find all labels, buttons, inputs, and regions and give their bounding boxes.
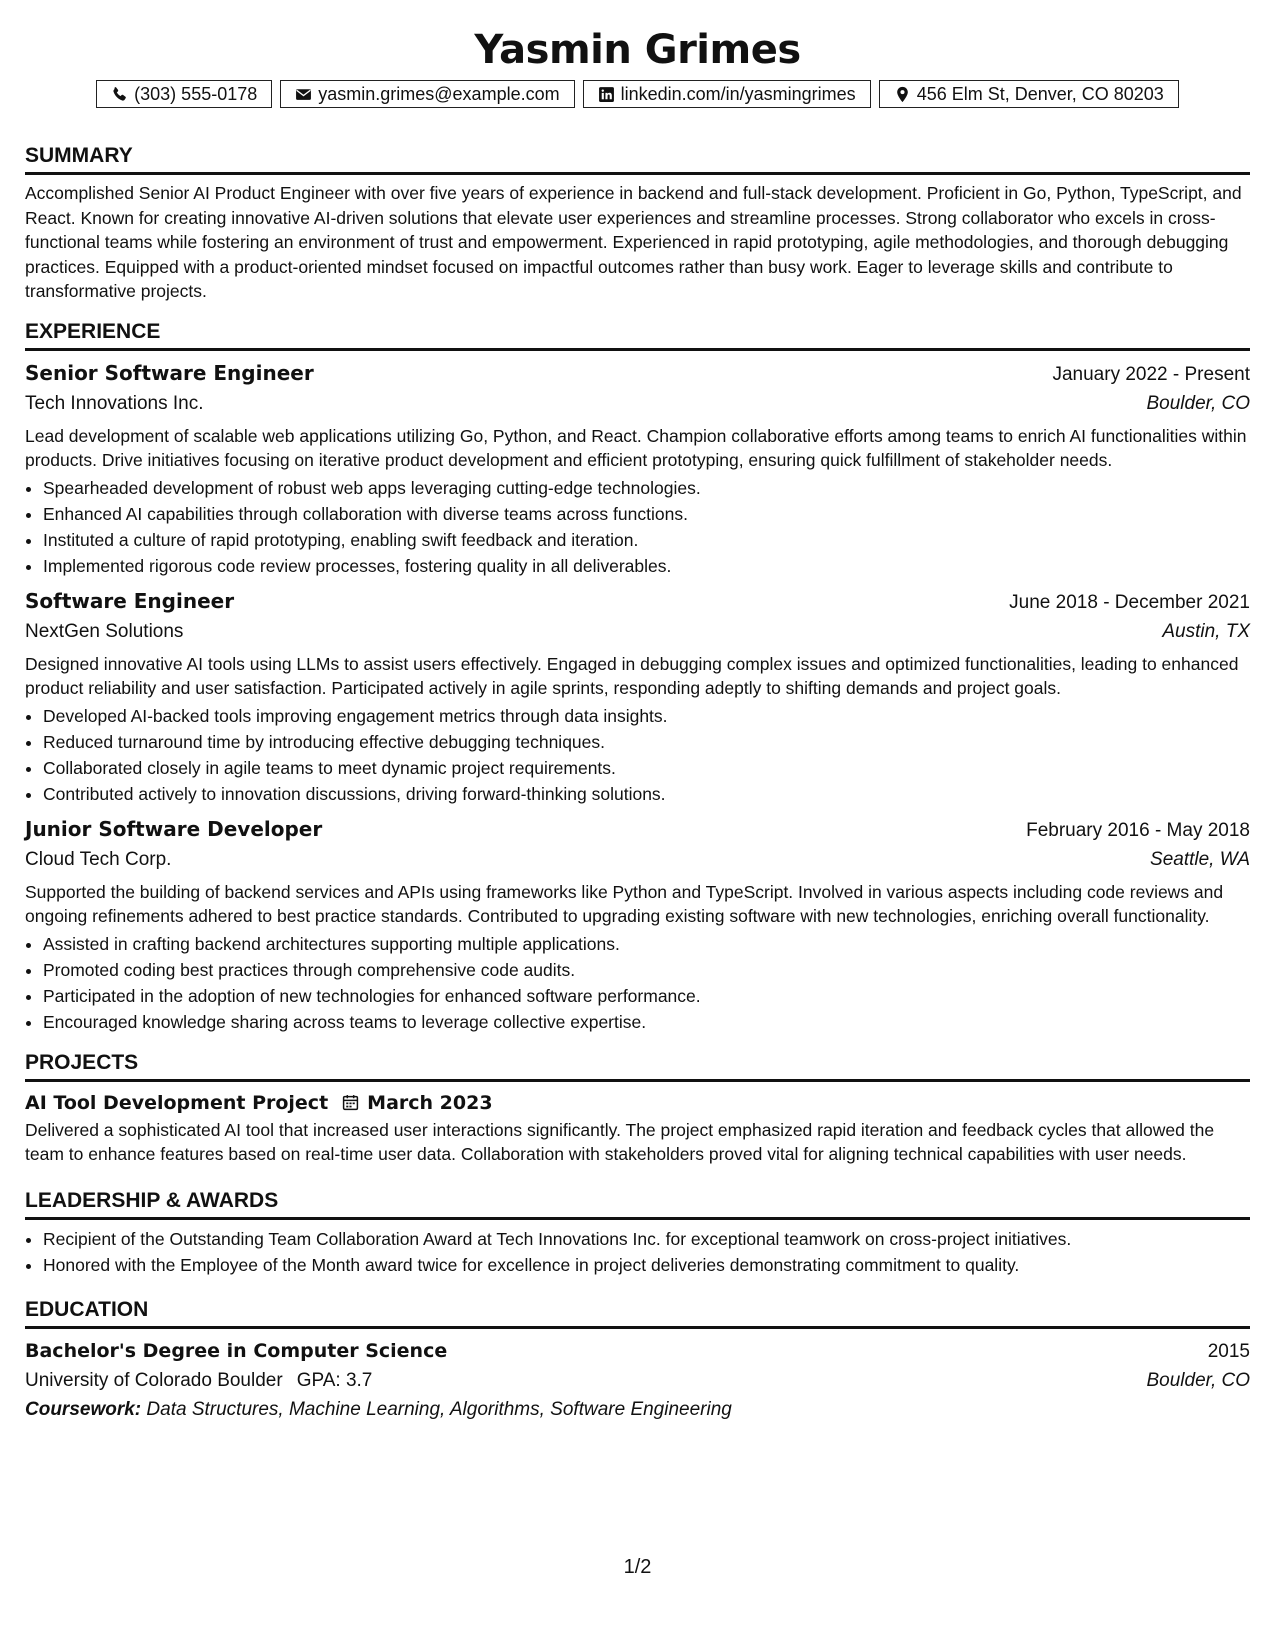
job-company: Tech Innovations Inc.: [25, 392, 204, 414]
job-location: Seattle, WA: [1150, 848, 1250, 870]
list-item: • Participated in the adoption of new technologies for enhanced software performance.: [43, 983, 1250, 1009]
awards-heading: LEADERSHIP & AWARDS: [25, 1189, 1250, 1220]
job-bullets: [25, 475, 1250, 579]
envelope-icon: [295, 86, 312, 103]
project-date: March 2023: [367, 1091, 493, 1114]
job-title: Software Engineer: [25, 588, 235, 613]
school-location: Boulder, CO: [1146, 1369, 1250, 1391]
job-location: Austin, TX: [1162, 620, 1250, 642]
education-entry: [25, 1337, 1250, 1424]
job-title: Senior Software Engineer: [25, 360, 314, 385]
job-entry: [25, 359, 1250, 579]
job-description: Designed innovative AI tools using LLMs to assist users effectively. Engaged in debugging complex issues and optimized functionalities, leading to enhanced product reliability and user satisfaction. Participated actively in agile sprints, responding adeptly to shifting demands and project goals.: [25, 653, 1239, 698]
list-item: • Collaborated closely in agile teams to meet dynamic project requirements.: [43, 755, 1250, 781]
job-title: Junior Software Developer: [25, 816, 323, 841]
job-company: NextGen Solutions: [25, 620, 184, 642]
contact-email[interactable]: [280, 80, 574, 108]
experience-heading: EXPERIENCE: [25, 320, 1250, 351]
school-name: University of Colorado Boulder: [25, 1369, 283, 1391]
education-heading: EDUCATION: [25, 1298, 1250, 1329]
job-entry: [25, 587, 1250, 807]
project-entry: [25, 1090, 1250, 1167]
page-number: 1/2: [623, 1556, 652, 1578]
contact-linkedin-text[interactable]: linkedin.com/in/yasmingrimes: [620, 83, 856, 104]
list-item: • Promoted coding best practices through comprehensive code audits.: [43, 957, 1250, 983]
list-item: • Encouraged knowledge sharing across teams to leverage collective expertise.: [43, 1009, 1250, 1035]
list-item: • Implemented rigorous code review processes, fostering quality in all deliverables.: [43, 553, 1250, 579]
list-item: • Enhanced AI capabilities through collaboration with diverse teams across functions.: [43, 501, 1250, 527]
job-location: Boulder, CO: [1146, 392, 1250, 414]
list-item: • Honored with the Employee of the Month award twice for excellence in project deliveries demonstrating commitment to quality.: [43, 1252, 1250, 1278]
project-description: Delivered a sophisticated AI tool that increased user interactions significantly. The project emphasized rapid iteration and feedback cycles that allowed the team to enhance features based on real-time user data. Collaboration with stakeholders proved vital for aligning technical capabilities with user needs.: [25, 1119, 1215, 1164]
project-name: AI Tool Development Project: [25, 1091, 329, 1114]
job-dates: June 2018 - December 2021: [1009, 591, 1250, 613]
list-item: • Reduced turnaround time by introducing effective debugging techniques.: [43, 729, 1250, 755]
summary-text: Accomplished Senior AI Product Engineer with over five years of experience in backend and full-stack development. Proficient in Go, Python, TypeScript, and React. Known for creating innovative AI-driven solutions that elevate user experiences and streamline processes. Strong collaborator who excels in cross-functional teams while fostering an environment of trust and empowerment. Experienced in rapid prototyping, agile methodologies, and thorough debugging practices. Equipped with a product-oriented mindset focused on impactful outcomes rather than busy work. Eager to leverage skills and contribute to transformative projects.: [25, 183, 1242, 301]
summary-heading: SUMMARY: [25, 144, 1250, 175]
job-dates: January 2022 - Present: [1052, 363, 1250, 385]
list-item: • Contributed actively to innovation discussions, driving forward-thinking solutions.: [43, 781, 1250, 807]
job-company: Cloud Tech Corp.: [25, 848, 172, 870]
calendar-icon: [342, 1094, 359, 1111]
job-bullets: [25, 931, 1250, 1035]
contact-phone-text: (303) 555-0178: [134, 83, 258, 104]
degree-name: Bachelor's Degree in Computer Science: [25, 1339, 448, 1362]
coursework-label: Coursework:: [25, 1398, 142, 1420]
coursework: [25, 1395, 1250, 1424]
list-item: • Recipient of the Outstanding Team Collaboration Award at Tech Innovations Inc. for exceptional teamwork on cross-project initiatives.: [43, 1226, 1250, 1252]
list-item: • Assisted in crafting backend architectures supporting multiple applications.: [43, 931, 1250, 957]
contact-email-text[interactable]: yasmin.grimes@example.com: [318, 83, 560, 104]
list-item: • Developed AI-backed tools improving engagement metrics through data insights.: [43, 703, 1250, 729]
list-item: • Instituted a culture of rapid prototyping, enabling swift feedback and iteration.: [43, 527, 1250, 553]
graduation-year: 2015: [1207, 1340, 1250, 1362]
job-dates: February 2016 - May 2018: [1026, 819, 1250, 841]
resume-page: [25, 0, 1250, 1424]
job-description: Supported the building of backend services and APIs using frameworks like Python and TypeScript. Involved in various aspects including code reviews and ongoing refinements adhered to best practice standards. Contributed to upgrading existing software with new technologies, enriching overall functionality.: [25, 881, 1224, 926]
job-bullets: [25, 703, 1250, 807]
contact-linkedin[interactable]: [583, 80, 871, 108]
job-description: Lead development of scalable web applications utilizing Go, Python, and React. Champion collaborative efforts among teams to enrich AI functionalities within products. Drive initiatives focusing on iterative product development and efficient prototyping, ensuring quick fulfillment of stakeholder needs.: [25, 425, 1247, 470]
phone-icon: [111, 86, 128, 103]
contact-address-text: 456 Elm St, Denver, CO 80203: [916, 83, 1164, 104]
contact-phone: [96, 80, 272, 108]
candidate-name: Yasmin Grimes: [474, 27, 801, 73]
gpa: GPA: 3.7: [296, 1369, 373, 1391]
contact-bar: [25, 80, 1250, 108]
coursework-list: Data Structures, Machine Learning, Algorithms, Software Engineering: [146, 1398, 732, 1420]
contact-address: [879, 80, 1179, 108]
map-marker-icon: [894, 86, 911, 103]
list-item: • Spearheaded development of robust web apps leveraging cutting-edge technologies.: [43, 475, 1250, 501]
linkedin-icon: [598, 86, 615, 103]
awards-list: [25, 1226, 1250, 1278]
job-entry: [25, 815, 1250, 1035]
projects-heading: PROJECTS: [25, 1051, 1250, 1082]
